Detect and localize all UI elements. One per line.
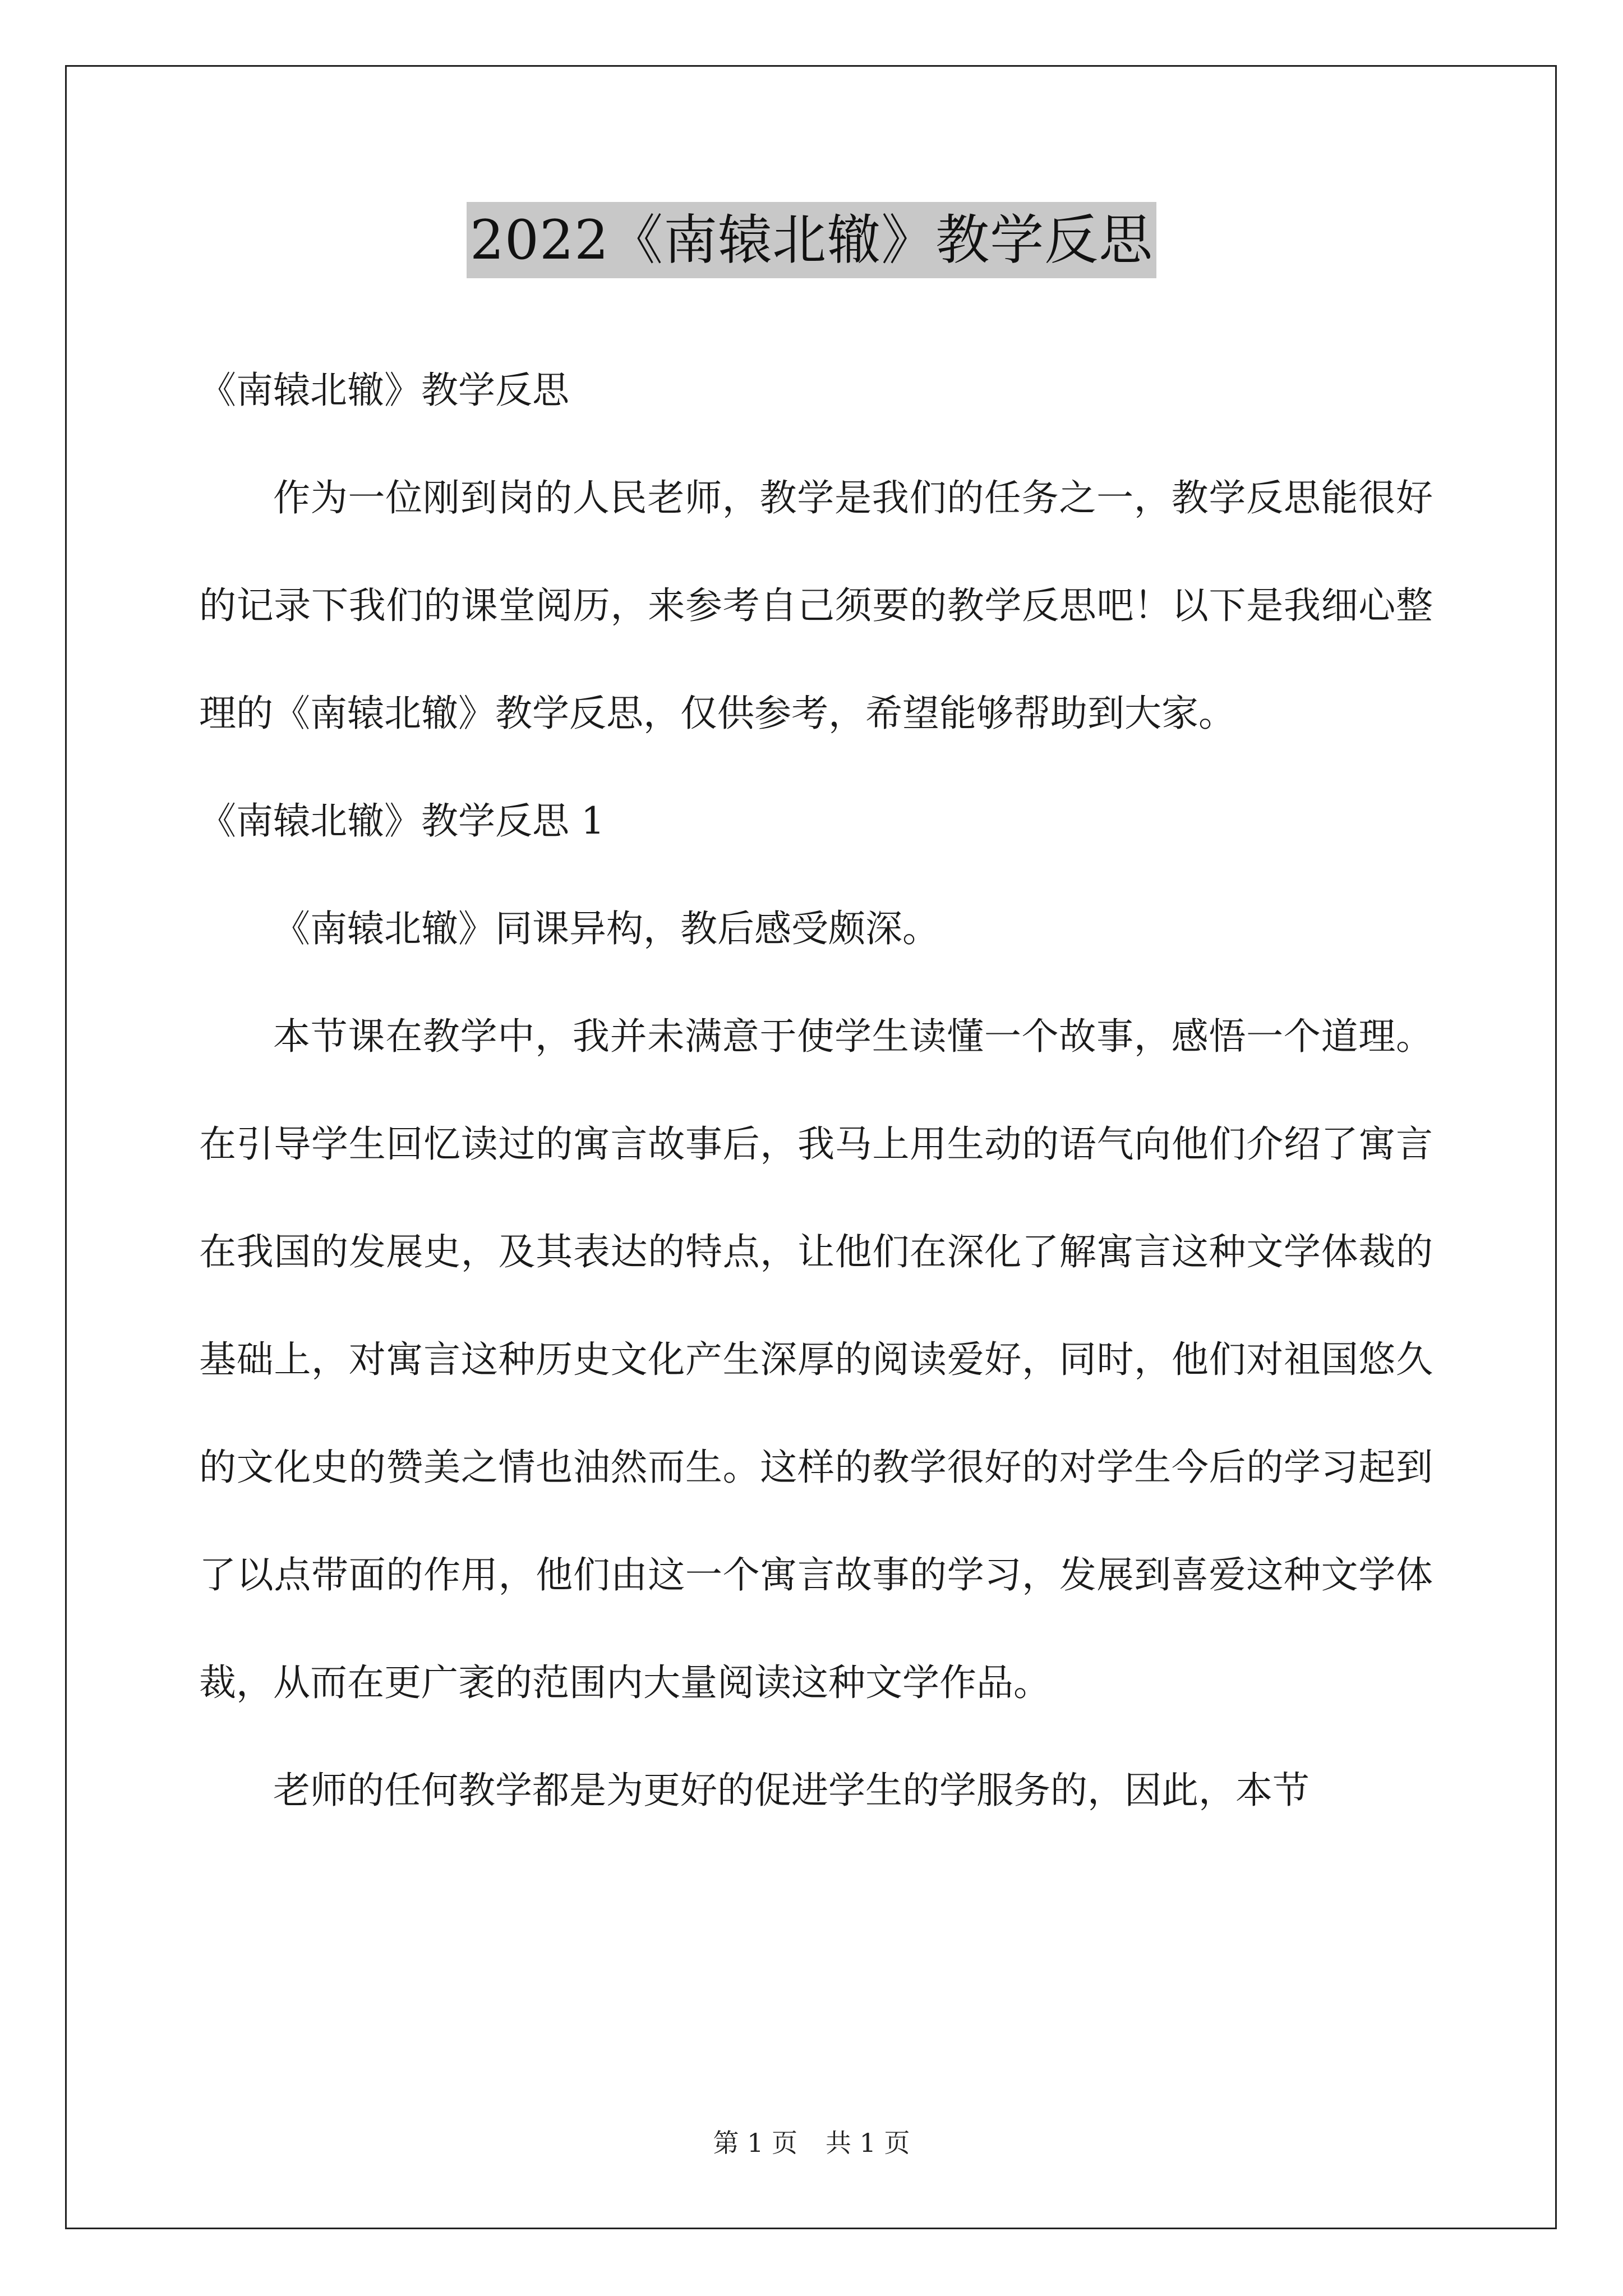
body-paragraph: 《南辕北辙》同课异构，教后感受颇深。: [273, 907, 939, 950]
document-title: 2022《南辕北辙》教学反思: [467, 202, 1156, 278]
page-number: 第 1 页: [713, 2128, 797, 2158]
page-footer: [0, 2126, 1623, 2160]
section-heading: 《南辕北辙》教学反思 1: [199, 799, 605, 843]
title-container: [0, 202, 1623, 278]
document-subtitle: 《南辕北辙》教学反思: [199, 369, 569, 412]
body-paragraph: 老师的任何教学都是为更好的促进学生的学服务的，因此，本节: [273, 1769, 1310, 1812]
page-total: 共 1 页: [826, 2128, 910, 2158]
document-body: [199, 337, 1433, 1844]
body-paragraph: 本节课在教学中，我并未满意于使学生读懂一个故事，感悟一个道理。在引导学生回忆读过的寓言故事后，我马上用生动的语气向他们介绍了寓言在我国的发展史，及其表达的特点，让他们在深化了解寓言这种文学体裁的基础上，对寓言这种历史文化产生深厚的阅读爱好，同时，他们对祖国悠久的文化史的赞美之情也油然而生。这样的教学很好的对学生今后的学习起到了以点带面的作用，他们由这一个寓言故事的学习，发展到喜爱这种文学体裁，从而在更广袤的范围内大量阅读这种文学作品。: [199, 1015, 1433, 1704]
intro-paragraph: 作为一位刚到岗的人民老师，教学是我们的任务之一，教学反思能很好的记录下我们的课堂阅历，来参考自己须要的教学反思吧！以下是我细心整理的《南辕北辙》教学反思，仅供参考，希望能够帮助到大家。: [199, 476, 1433, 735]
